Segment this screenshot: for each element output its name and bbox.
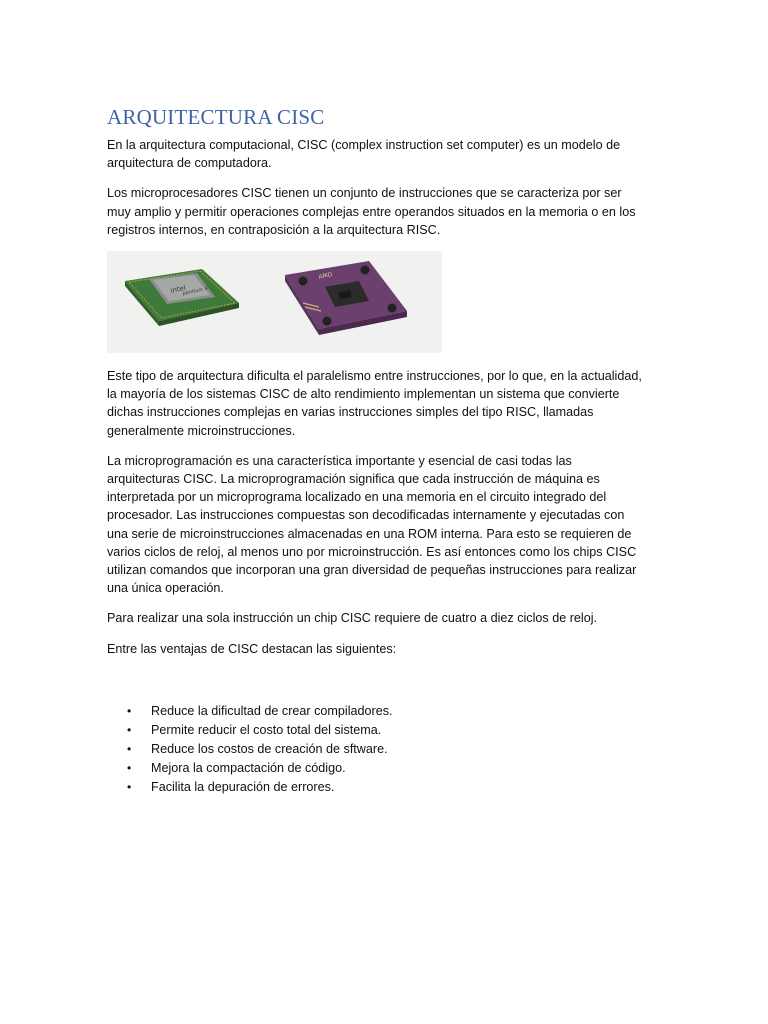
list-item-text: Reduce los costos de creación de sftware. (151, 741, 388, 756)
advantages-list (127, 702, 708, 797)
list-item-text: Facilita la depuración de errores. (151, 779, 335, 794)
svg-text:pentium 4: pentium 4 (182, 285, 209, 297)
paragraph-clock-cycles: Para realizar una sola instrucción un chip CISC requiere de cuatro a diez ciclos de reloj. (107, 611, 598, 626)
intel-chip (125, 269, 239, 326)
paragraph-advantages-intro: Entre las ventajas de CISC destacan las siguientes: (107, 641, 397, 656)
list-item (127, 702, 708, 721)
list-item (127, 778, 708, 797)
bullet-icon: • (127, 703, 132, 718)
processor-chips-illustration (107, 251, 442, 353)
paragraph-microprogramming: La microprogramación es una característica importante y esencial de casi todas las arquitecturas CISC. La microprogramación significa que cada instrucción de máquina es interpretada por un microprograma localizado en una memoria en el circuito integrado del procesador. Las instrucciones compuestas son decodificadas internamente y ejecutadas con una serie de microinstrucciones almacenadas en una ROM interna. Para esto se requieren de varios ciclos de reloj, al menos uno por microinstrucción. Es así entonces como los chips CISC utilizan comandos que incorporan una gran diversidad de pequeñas instrucciones para realizar una única operación. (107, 453, 637, 596)
svg-text:AMD: AMD (317, 271, 334, 281)
bullet-icon: • (127, 741, 132, 756)
paragraph-microprocessors: Los microprocesadores CISC tienen un conjunto de instrucciones que se caracteriza por ser muy amplio y permitir operaciones complejas entre operandos situados en la memoria o en los registros internos, en contraposición a la arquitectura RISC. (107, 186, 636, 237)
paragraph-intro: En la arquitectura computacional, CISC (complex instruction set computer) es un modelo de arquitectura de computadora. (107, 138, 621, 171)
paragraph-parallelism: Este tipo de arquitectura dificulta el paralelismo entre instrucciones, por lo que, en la actualidad, la mayoría de los sistemas CISC de alto rendimiento implementan un sistema que convierte dichas instrucciones complejas en varias instrucciones simples del tipo RISC, llamadas generalmente microinstrucciones. (107, 369, 642, 438)
list-item-text: Reduce la dificultad de crear compiladores. (151, 703, 393, 718)
list-item-text: Permite reducir el costo total del sistema. (151, 722, 382, 737)
list-item (127, 721, 708, 740)
list-item (127, 759, 708, 778)
svg-text:intel: intel (169, 283, 187, 295)
amd-chip (285, 261, 407, 335)
bullet-icon: • (127, 760, 132, 775)
document-title: ARQUITECTURA CISC (107, 105, 325, 129)
list-item-text: Mejora la compactación de código. (151, 760, 346, 775)
list-item (127, 740, 708, 759)
bullet-icon: • (127, 722, 132, 737)
processor-chips-image (107, 251, 442, 353)
bullet-icon: • (127, 779, 132, 794)
